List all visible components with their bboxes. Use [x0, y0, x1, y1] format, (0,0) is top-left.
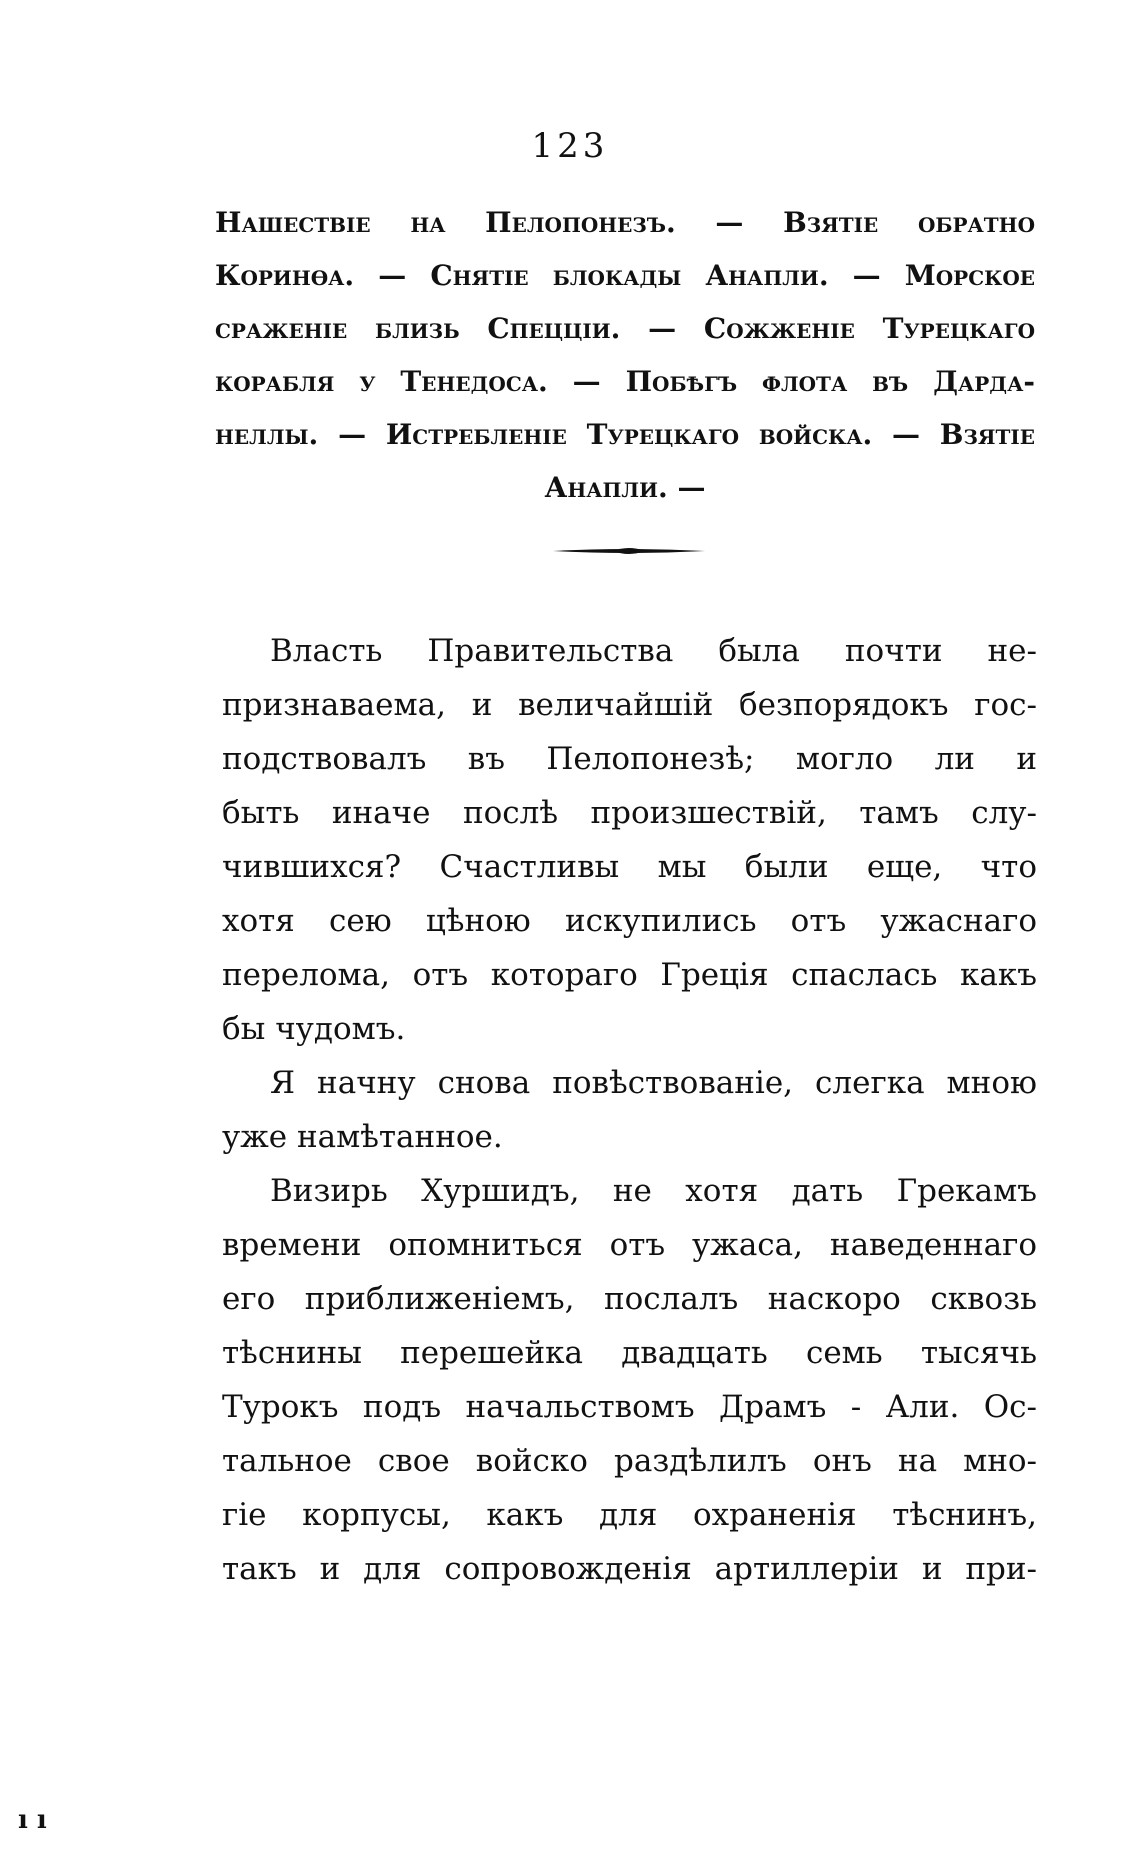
text-line: уже намѣтанное.	[222, 1119, 503, 1155]
page-number: 123	[531, 126, 609, 166]
summary-line: Коринөа. — Снятіе блокады Анапли. — Морское	[215, 259, 1035, 292]
summary-line: сраженіе близь Спецціи. — Сожженіе Турецкаго	[215, 312, 1035, 345]
text-line: быть иначе послѣ произшествій, тамъ слу-	[222, 795, 1037, 831]
text-line: подствовалъ въ Пелопонезѣ; могло ли и	[222, 741, 1037, 777]
text-line: такъ и для сопровожденія артиллеріи и при-	[222, 1551, 1037, 1587]
text-line: Турокъ подъ начальствомъ Драмъ - Али. Ос-	[222, 1389, 1037, 1425]
text-line: Я начну снова повѣствованіе, слегка мною	[270, 1065, 1037, 1101]
ornament-divider	[553, 545, 705, 557]
text-line: Власть Правительства была почти не-	[270, 633, 1037, 669]
text-line: перелома, отъ котораго Греція спаслась какъ	[222, 957, 1037, 993]
paragraph-1	[222, 624, 1037, 1056]
text-line: Визирь Хуршидъ, не хотя дать Грекамъ	[270, 1173, 1037, 1209]
summary-line: корабля у Тенедоса. — Побѣгъ флота въ Дарда-	[215, 365, 1035, 398]
chapter-summary	[215, 196, 1035, 514]
text-line: хотя сею цѣною искупились отъ ужаснаго	[222, 903, 1037, 939]
text-line: чившихся? Счастливы мы были еще, что	[222, 849, 1037, 885]
text-line: тѣснины перешейка двадцать семь тысячь	[222, 1335, 1037, 1371]
paragraph-2	[222, 1056, 1037, 1164]
summary-line: Анапли. —	[544, 471, 706, 504]
text-line: гіе корпусы, какъ для охраненія тѣснинъ,	[222, 1497, 1037, 1533]
paragraph-3	[222, 1164, 1037, 1596]
summary-line: Нашествіе на Пелопонезъ. — Взятіе обратно	[215, 206, 1035, 239]
text-line: бы чудомъ.	[222, 1011, 406, 1047]
text-line: времени опомниться отъ ужаса, наведеннаго	[222, 1227, 1037, 1263]
summary-line: неллы. — Истребленіе Турецкаго войска. — Взятіе	[215, 418, 1035, 451]
body-text	[222, 624, 1037, 1596]
text-line: его приближеніемъ, послалъ наскоро сквозь	[222, 1281, 1037, 1317]
text-line: признаваема, и величайшій безпорядокъ гос-	[222, 687, 1037, 723]
corner-mark: ı ı	[18, 1805, 47, 1835]
text-line: тальное свое войско раздѣлилъ онъ на мно-	[222, 1443, 1037, 1479]
